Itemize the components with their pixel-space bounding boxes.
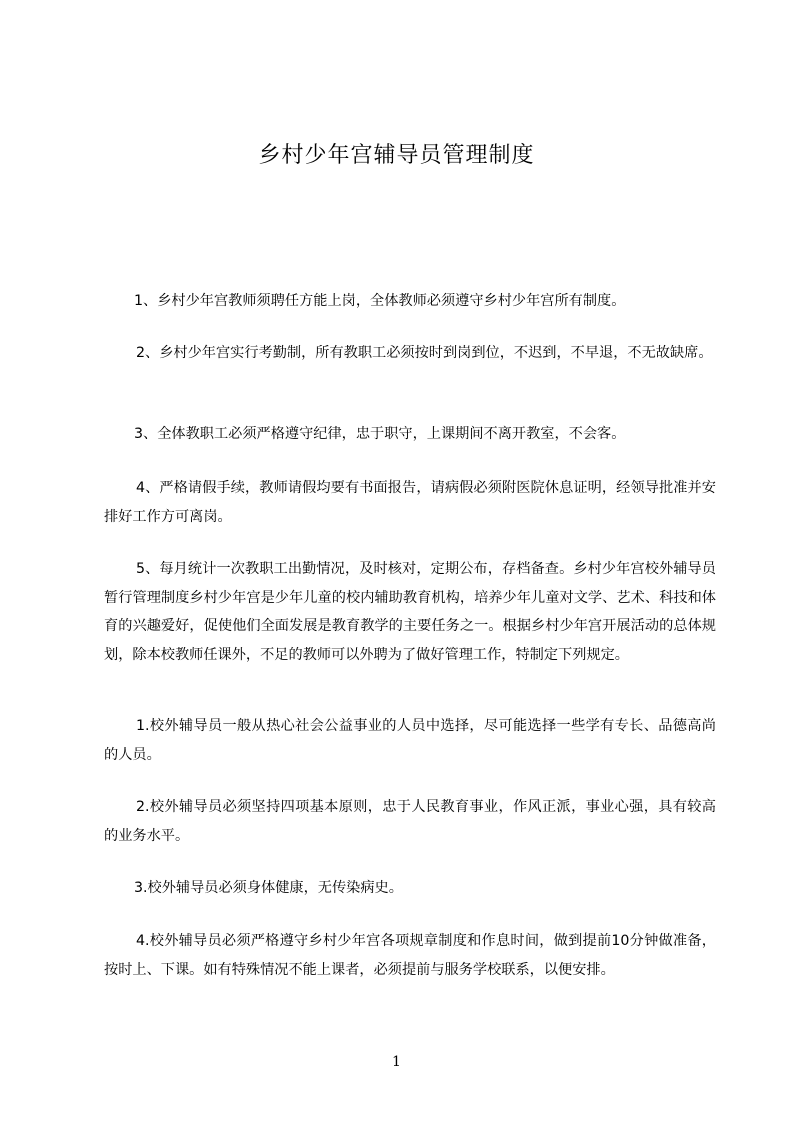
rule-3 (104, 874, 716, 903)
rule-1 (104, 712, 716, 769)
paragraph-text: 3.校外辅导员必须身体健康，无传染病史。 (134, 880, 403, 896)
paragraph-3 (104, 420, 716, 449)
paragraph-text: 4.校外辅导员必须严格遵守乡村少年宫各项规章制度和作息时间，做到提前10分钟做准备，按时上、下课。如有特殊情况不能上课者，必须提前与服务学校联系，以便安排。 (104, 933, 716, 978)
paragraph-text: 5、每月统计一次教职工出勤情况，及时核对，定期公布，存档备查。乡村少年宫校外辅导员暂行管理制度乡村少年宫是少年儿童的校内辅助教育机构，培养少年儿童对文学、艺术、科技和体育的兴趣爱好，促使他们全面发展是教育教学的主要任务之一。根据乡村少年宫开展活动的总体规划，除本校教师任课外，不足的教师可以外聘为了做好管理工作，特制定下列规定。 (104, 561, 716, 663)
paragraph-text: 1.校外辅导员一般从热心社会公益事业的人员中选择，尽可能选择一些学有专长、品德高尚的人员。 (104, 718, 716, 763)
paragraph-text: 1、乡村少年宫教师须聘任方能上岗，全体教师必须遵守乡村少年宫所有制度。 (134, 293, 626, 309)
page-number: 1 (392, 1054, 401, 1070)
rule-4 (104, 927, 716, 984)
paragraph-text: 2.校外辅导员必须坚持四项基本原则，忠于人民教育事业，作风正派，事业心强，具有较高的业务水平。 (104, 799, 716, 844)
paragraph-4 (104, 474, 716, 531)
paragraph-text: 3、全体教职工必须严格遵守纪律，忠于职守，上课期间不离开教室，不会客。 (134, 426, 626, 442)
rule-2 (104, 793, 716, 850)
paragraph-5 (104, 555, 716, 669)
document-title: 乡村少年宫辅导员管理制度 (258, 143, 535, 168)
paragraph-text: 2、乡村少年宫实行考勤制，所有教职工必须按时到岗到位，不迟到，不早退，不无故缺席。 (136, 345, 713, 361)
paragraph-2 (104, 339, 716, 368)
paragraph-text: 4、严格请假手续，教师请假均要有书面报告，请病假必须附医院休息证明，经领导批准并安排好工作方可离岗。 (104, 480, 716, 525)
paragraph-1 (104, 287, 716, 316)
